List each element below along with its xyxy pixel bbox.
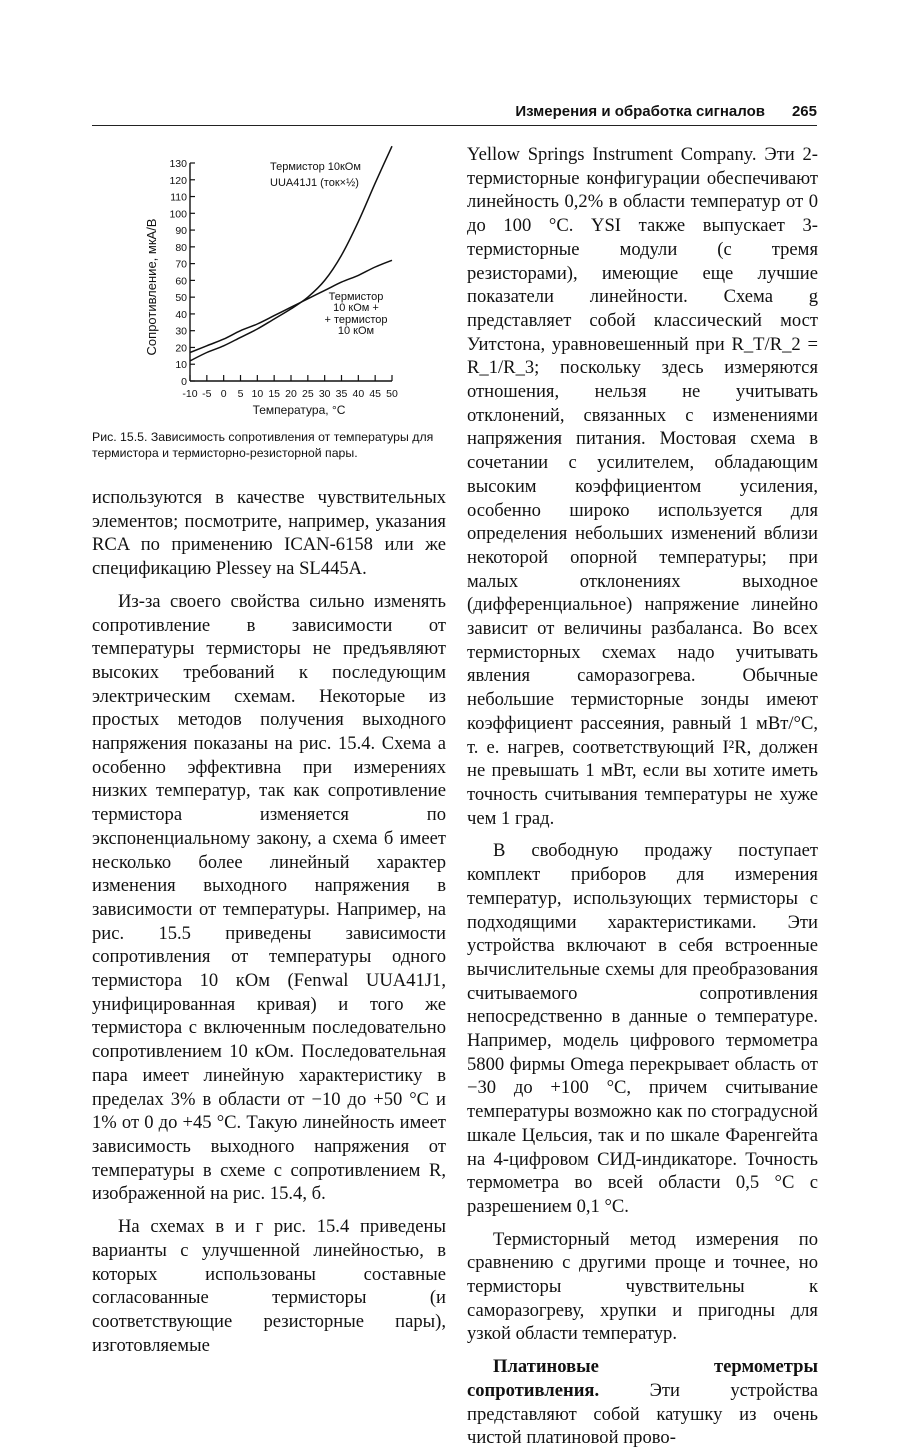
platinum-heading: Платиновые термометры сопротивления. (467, 1356, 818, 1401)
right-paragraph-2: В свободную продажу поступает комплект приборов для измерения температур, использующих термисторы с подходящими характеристиками. Эти устройства включают в себя встроенные вычислительные схемы для преобразования считываемого сопротивления непосредственно в данные о температуре. Например, модель цифрового термометра 5800 фирмы Omega перекрывает область от −30 до +100 °С, причем считывание температуры возможно как по стоградусной шкале Цельсия, так и по шкале Фаренгейта на 4-цифровом СИД-индикаторе. Точность термометра во всей области 0,5 °С с разрешением 0,1 °С. (467, 840, 818, 1217)
left-paragraph-3: На схемах в и г рис. 15.4 приведены варианты с улучшенной линейностью, в которых использованы составные согласованные термисторы (и соответствующие резисторные пары), изготовляемые (92, 1216, 446, 1356)
y-tick-label: 100 (169, 208, 187, 221)
annotation-curve2 (325, 291, 388, 337)
y-tick-label: 10 (175, 359, 187, 372)
x-tick-label: 10 (251, 388, 264, 400)
x-axis-label: Температура, °С (252, 403, 346, 417)
thermistor-chart (92, 135, 442, 425)
y-tick-label: 60 (175, 275, 187, 288)
y-tick-label: 70 (175, 258, 187, 271)
y-tick-label: 0 (181, 376, 187, 388)
x-tick-label: 5 (237, 388, 244, 400)
x-tick-label: 0 (220, 388, 227, 400)
running-title: Измерения и обработка сигналов (515, 103, 765, 120)
x-tick-label: 50 (386, 388, 398, 400)
annotation-curve2-line1: Термистор (328, 291, 384, 303)
right-paragraph-3: Термисторный метод измерения по сравнению с другими проще и точнее, но термисторы чувствительны к саморазогреву, хрупки и пригодны для узкой области температур. (467, 1228, 818, 1345)
right-column (467, 143, 818, 1450)
y-tick-label: 130 (169, 158, 187, 170)
y-tick-label: 20 (175, 342, 187, 355)
x-tick-label: 35 (335, 388, 348, 400)
x-tick-label: -5 (202, 388, 212, 400)
annotation-curve2-line2: 10 кОм + (333, 302, 379, 314)
annotation-curve2-line3: + термистор (324, 314, 388, 326)
x-tick-label: 45 (369, 388, 382, 400)
y-tick-label: 40 (175, 308, 187, 321)
y-tick-label: 50 (175, 292, 187, 305)
left-paragraph-2: Из-за своего свойства сильно изменять сопротивление в зависимости от температуры термисторы не предъявляют высоких требований к последующим электрическим схемам. Некоторые из простых методов получения выходного напряжения показаны на рис. 15.4. Схема а особенно эффективна при измерениях низких температур, так как сопротивление термистора изменяется по экспоненциальному закону, а схема б имеет несколько более линейный характер изменения выходного напряжения в зависимости от температуры. Например, на рис. 15.5 приведены зависимости сопротивления от температуры одного термистора 10 кОм (Fenwal UUA41J1, унифицированная кривая) и того же термистора с включенным последовательно сопротивлением 10 кОм. Последовательная пара имеет линейную характеристику в пределах 3% в области от −10 до +50 °С и 1% от 0 до +45 °С. Такую линейность имеет зависимость выходного напряжения от температуры в схеме с сопротивлением R, изображенной на рис. 15.4, б. (92, 590, 446, 1205)
right-paragraph-1: Yellow Springs Instrument Company. Эти 2-термисторные конфигурации обеспечивают линейность 0,2% в области температур от 0 до 100 °С. YSI также выпускает 3-термисторные модули (с тремя резисторами), имеющие еще лучшие показатели линейности. Схема g представляет собой классический мост Уитстона, уравновешенный при R_T/R_2 = R_1/R_3; поскольку здесь измеряются отношения, нельзя не учитывать отклонений, связанных с изменениями напряжения питания. Мостовая схема в сочетании с усилителем, обладающим высоким коэффициентом усиления, особенно широко используется для определения небольших изменений вблизи некоторой опорной температуры; при малых отклонениях выходное (дифференциальное) напряжение линейно зависит от величины разбаланса. Во всех термисторных схемах надо учитывать явления саморазогрева. Обычные небольшие термисторные зонды имеют коэффициент рассеяния, равный 1 мВт/°С, т. е. нагрев, соответствующий I²R, должен не превышать 1 мВт, если вы хотите иметь точность считывания температуры не хуже чем 1 град. (467, 144, 818, 829)
right-paragraph-4 (467, 1355, 818, 1450)
x-tick-label: 20 (285, 388, 297, 400)
x-tick-label: -10 (182, 388, 198, 400)
x-tick-label: 30 (318, 388, 331, 400)
page-number: 265 (791, 103, 817, 120)
figure-caption: Рис. 15.5. Зависимость сопротивления от температуры для термистора и термисторно-резисторной пары. (92, 430, 434, 460)
left-paragraph-1: используются в качестве чувствительных элементов; посмотрите, например, указания RCA по применению ICAN-6158 или же спецификацию Plessey на SL445A. (92, 487, 446, 580)
annotation-curve1-line1: Термистор 10кОм (270, 161, 361, 173)
annotation-curve2-line4: 10 кОм (337, 325, 375, 337)
left-column (92, 486, 446, 1357)
annotation-curve1-line2: UUA41J1 (ток×½) (270, 177, 359, 189)
right-paragraph-4-text: Эти устройства представляют собой катушку из очень чистой платиновой прово- (467, 1379, 818, 1449)
x-tick-label: 25 (301, 388, 314, 400)
x-tick-label: 40 (352, 388, 365, 400)
x-tick-label: 15 (268, 388, 281, 400)
y-axis-label: Сопротивление, мкА/В (144, 218, 159, 356)
running-header (92, 101, 817, 126)
y-tick-label: 80 (175, 241, 187, 254)
y-tick-label: 30 (175, 325, 187, 338)
y-tick-label: 120 (169, 174, 187, 187)
y-tick-label: 110 (170, 191, 187, 204)
annotation-curve1 (270, 161, 361, 189)
y-tick-label: 90 (175, 225, 187, 238)
